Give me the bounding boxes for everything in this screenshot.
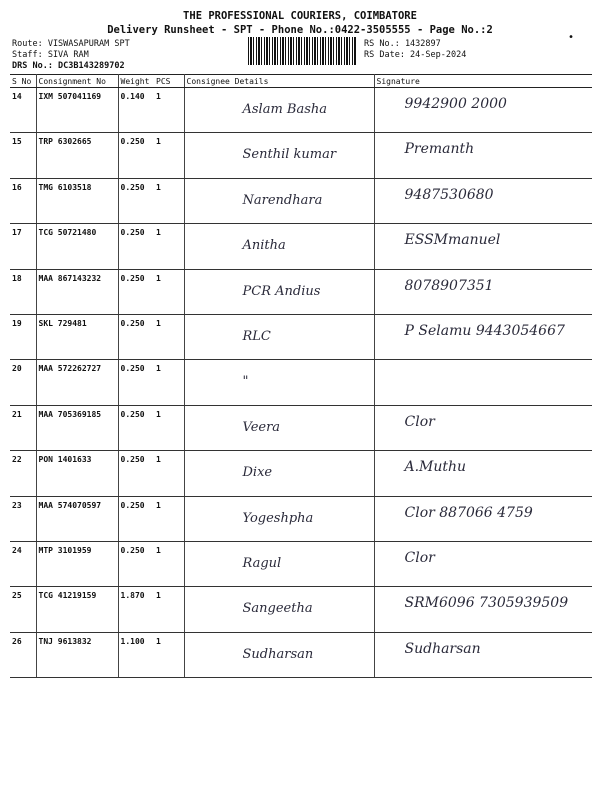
cell-pcs: 1 — [154, 451, 184, 496]
handwritten-consignee-name: Yogeshpha — [242, 510, 314, 526]
col-header-signature: Signature — [374, 75, 592, 88]
handwritten-consignee-name: Aslam Basha — [242, 102, 328, 117]
table-row — [10, 224, 592, 269]
handwritten-signature: ESSMmanuel — [404, 232, 501, 249]
runsheet-subtitle: Delivery Runsheet - SPT - Phone No.:0422-3505555 - Page No.:2 — [107, 24, 493, 36]
cell-consignee — [184, 269, 374, 314]
handwritten-consignee-name: Anitha — [242, 238, 286, 254]
cell-signature — [374, 451, 592, 496]
cell-pcs: 1 — [154, 314, 184, 359]
cell-sno: 23 — [10, 496, 36, 541]
handwritten-signature: Clor — [404, 549, 435, 566]
cell-consignment-no: MAA 867143232 — [36, 269, 118, 314]
company-title: THE PROFESSIONAL COURIERS, COIMBATORE — [183, 10, 417, 22]
route-info — [12, 39, 130, 72]
handwritten-consignee-name: Senthil kumar — [242, 147, 337, 163]
handwritten-consignee-name: " — [242, 374, 249, 390]
handwritten-consignee-name: Ragul — [242, 555, 282, 571]
corner-dot: • — [568, 32, 575, 43]
cell-weight: 0.140 — [118, 88, 154, 133]
cell-sno: 20 — [10, 360, 36, 405]
handwritten-consignee-name: Narendhara — [242, 192, 323, 208]
cell-pcs: 1 — [154, 133, 184, 178]
cell-weight: 0.250 — [118, 133, 154, 178]
cell-weight: 0.250 — [118, 496, 154, 541]
table-row — [10, 88, 592, 133]
cell-consignment-no: MAA 705369185 — [36, 405, 118, 450]
cell-weight: 1.870 — [118, 587, 154, 632]
cell-consignee — [184, 178, 374, 223]
cell-consignee — [184, 314, 374, 359]
cell-consignee — [184, 405, 374, 450]
handwritten-signature: A.Muthu — [404, 459, 467, 476]
cell-signature — [374, 405, 592, 450]
cell-consignee — [184, 451, 374, 496]
cell-sno: 24 — [10, 541, 36, 586]
cell-consignment-no: MAA 572262727 — [36, 360, 118, 405]
cell-weight: 0.250 — [118, 541, 154, 586]
cell-signature — [374, 632, 592, 677]
cell-signature — [374, 496, 592, 541]
cell-pcs: 1 — [154, 224, 184, 269]
table-row — [10, 133, 592, 178]
cell-pcs: 1 — [154, 405, 184, 450]
table-header-row — [10, 75, 592, 88]
cell-weight: 0.250 — [118, 178, 154, 223]
cell-consignee — [184, 496, 374, 541]
cell-sno: 25 — [10, 587, 36, 632]
cell-weight: 0.250 — [118, 451, 154, 496]
rs-date: RS Date: 24-Sep-2024 — [364, 50, 467, 60]
cell-sno: 17 — [10, 224, 36, 269]
barcode-image — [248, 37, 356, 65]
cell-consignee — [184, 88, 374, 133]
table-row — [10, 587, 592, 632]
table-row — [10, 541, 592, 586]
col-header-weight: Weight — [118, 75, 154, 88]
cell-weight: 0.250 — [118, 224, 154, 269]
cell-sno: 19 — [10, 314, 36, 359]
cell-weight: 0.250 — [118, 314, 154, 359]
cell-consignee — [184, 541, 374, 586]
cell-pcs: 1 — [154, 587, 184, 632]
cell-sno: 16 — [10, 178, 36, 223]
cell-consignment-no: TMG 6103518 — [36, 178, 118, 223]
cell-signature — [374, 541, 592, 586]
cell-consignee — [184, 224, 374, 269]
cell-pcs: 1 — [154, 178, 184, 223]
table-row — [10, 496, 592, 541]
cell-pcs: 1 — [154, 496, 184, 541]
table-row — [10, 451, 592, 496]
table-body — [10, 88, 592, 678]
handwritten-consignee-name: RLC — [242, 328, 271, 344]
drs-number: DRS No.: DC3B143289702 — [12, 61, 125, 71]
col-header-sno: S No — [10, 75, 36, 88]
cell-signature — [374, 224, 592, 269]
cell-pcs: 1 — [154, 360, 184, 405]
cell-pcs: 1 — [154, 88, 184, 133]
route-label: Route: VISWASAPURAM SPT — [12, 39, 130, 49]
cell-weight: 1.100 — [118, 632, 154, 677]
cell-consignment-no: TCG 50721480 — [36, 224, 118, 269]
cell-weight: 0.250 — [118, 360, 154, 405]
table-row — [10, 405, 592, 450]
cell-weight: 0.250 — [118, 269, 154, 314]
cell-signature — [374, 314, 592, 359]
handwritten-consignee-name: Veera — [242, 419, 281, 435]
cell-consignment-no: MTP 3101959 — [36, 541, 118, 586]
handwritten-signature: P Selamu 9443054667 — [404, 322, 565, 339]
handwritten-signature: Clor — [404, 413, 435, 430]
handwritten-consignee-name: Dixe — [242, 465, 273, 481]
col-header-consignee: Consignee Details — [184, 75, 374, 88]
handwritten-signature: 9942900 2000 — [404, 96, 507, 112]
table-row — [10, 360, 592, 405]
cell-pcs: 1 — [154, 541, 184, 586]
table-row — [10, 269, 592, 314]
cell-consignment-no: IXM 507041169 — [36, 88, 118, 133]
cell-consignee — [184, 587, 374, 632]
cell-consignment-no: TRP 6302665 — [36, 133, 118, 178]
handwritten-signature: Premanth — [404, 141, 475, 158]
cell-sno: 22 — [10, 451, 36, 496]
staff-label: Staff: SIVA RAM — [12, 50, 89, 60]
runsheet-table — [10, 74, 592, 678]
cell-consignment-no: TNJ 9613832 — [36, 632, 118, 677]
handwritten-consignee-name: PCR Andius — [242, 283, 321, 299]
handwritten-consignee-name: Sudharsan — [242, 646, 314, 662]
cell-consignment-no: PON 1401633 — [36, 451, 118, 496]
cell-consignment-no: MAA 574070597 — [36, 496, 118, 541]
col-header-pcs: PCS — [154, 75, 184, 88]
cell-signature — [374, 269, 592, 314]
table-row — [10, 314, 592, 359]
cell-sno: 21 — [10, 405, 36, 450]
cell-signature — [374, 360, 592, 405]
cell-signature — [374, 88, 592, 133]
cell-pcs: 1 — [154, 269, 184, 314]
cell-consignee — [184, 360, 374, 405]
table-row — [10, 632, 592, 677]
cell-weight: 0.250 — [118, 405, 154, 450]
handwritten-signature: Clor 887066 4759 — [404, 504, 533, 521]
cell-consignment-no: SKL 729481 — [36, 314, 118, 359]
handwritten-signature: 8078907351 — [404, 277, 494, 294]
col-header-consignment: Consignment No — [36, 75, 118, 88]
cell-sno: 15 — [10, 133, 36, 178]
cell-signature — [374, 133, 592, 178]
table-row — [10, 178, 592, 223]
cell-sno: 14 — [10, 88, 36, 133]
cell-sno: 18 — [10, 269, 36, 314]
handwritten-signature: SRM6096 7305939509 — [404, 595, 569, 612]
cell-consignee — [184, 632, 374, 677]
rs-number: RS No.: 1432897 — [364, 39, 441, 49]
cell-consignment-no: TCG 41219159 — [36, 587, 118, 632]
cell-signature — [374, 587, 592, 632]
handwritten-consignee-name: Sangeetha — [242, 601, 313, 617]
rs-info — [364, 39, 466, 61]
cell-consignee — [184, 133, 374, 178]
cell-pcs: 1 — [154, 632, 184, 677]
handwritten-signature: 9487530680 — [404, 186, 494, 203]
cell-signature — [374, 178, 592, 223]
cell-sno: 26 — [10, 632, 36, 677]
handwritten-signature: Sudharsan — [404, 640, 481, 657]
